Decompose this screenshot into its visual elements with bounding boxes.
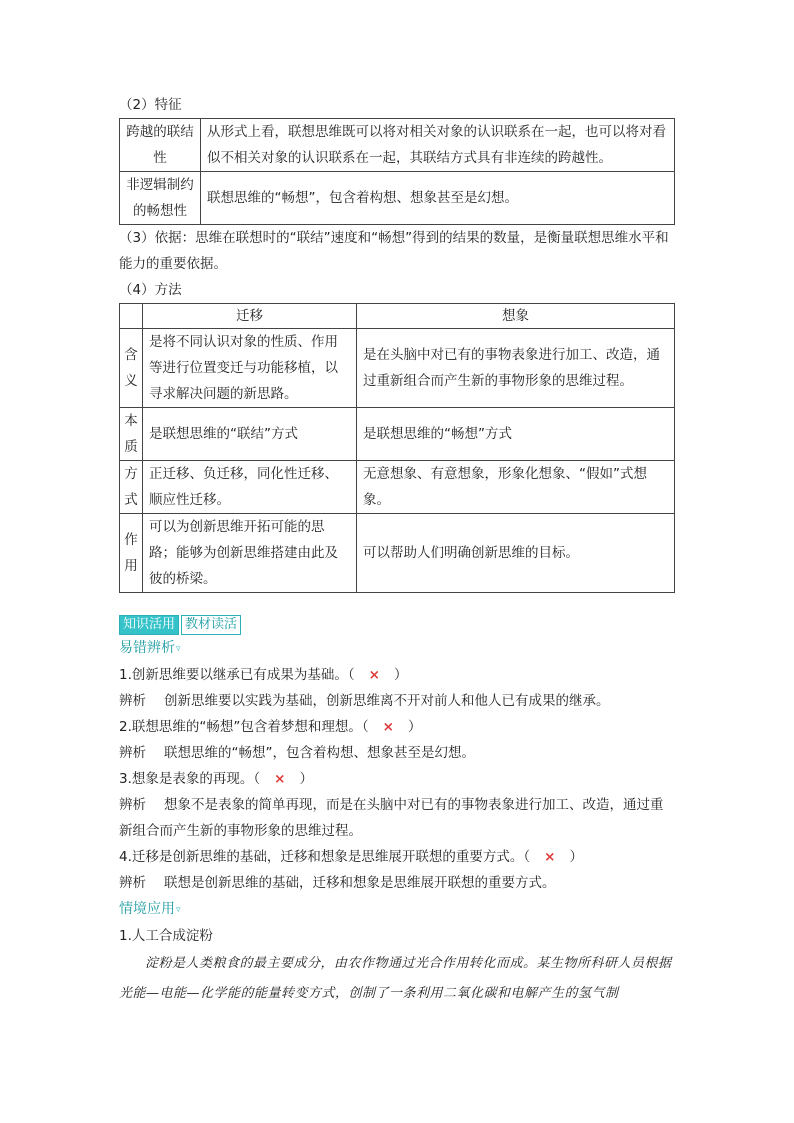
tag-knowledge: 知识活用 xyxy=(119,615,179,635)
question-text: 2.联想思维的“畅想”包含着梦想和理想。（ xyxy=(119,719,369,735)
imagination-cell: 是在头脑中对已有的事物表象进行加工、改造，通过重新组合而产生新的事物形象的思维过程。 xyxy=(357,329,675,408)
feature-key: 跨越的联结性 xyxy=(120,119,201,172)
row-key: 含义 xyxy=(120,329,143,408)
tag-textbook: 教材读活 xyxy=(181,615,241,635)
analysis-line xyxy=(119,792,675,844)
row-key: 作用 xyxy=(120,514,143,593)
imagination-cell: 可以帮助人们明确创新思维的目标。 xyxy=(357,514,675,593)
table-row xyxy=(120,461,675,514)
feature-heading: （2）特征 xyxy=(119,97,182,113)
method-heading: （4）方法 xyxy=(119,282,182,298)
analysis-label: 辨析 xyxy=(119,797,146,813)
header-cell: 迁移 xyxy=(143,304,357,329)
question-line xyxy=(119,766,675,792)
methods-table xyxy=(119,303,675,593)
question-line xyxy=(119,714,675,740)
section-tags xyxy=(119,615,675,635)
analysis-line xyxy=(119,740,675,766)
question-text: 4.迁移是创新思维的基础，迁移和想象是思维展开联想的重要方式。（ xyxy=(119,849,531,865)
transfer-cell: 可以为创新思维开拓可能的思路；能够为创新思维搭建由此及彼的桥梁。 xyxy=(143,514,357,593)
header-cell xyxy=(120,304,143,329)
section-title-application: 情境应用 ▿ xyxy=(119,896,675,923)
cross-icon: × xyxy=(274,771,286,787)
case-title: 1.人工合成淀粉 xyxy=(119,928,213,944)
cross-icon: × xyxy=(544,849,556,865)
analysis-label: 辨析 xyxy=(119,693,146,709)
table-row xyxy=(120,119,675,172)
question-text: 3.想象是表象的再现。（ xyxy=(119,771,261,787)
case-paragraph: 淀粉是人类粮食的最主要成分，由农作物通过光合作用转化而成。某生物所科研人员根据光能—电能—化学能的能量转变方式，创制了一条利用二氧化碳和电解产生的氢气制 xyxy=(119,956,672,1001)
table-row xyxy=(120,172,675,225)
page-content xyxy=(119,92,675,1009)
header-cell: 想象 xyxy=(357,304,675,329)
analysis-text: 联想是创新思维的基础，迁移和想象是思维展开联想的重要方式。 xyxy=(164,875,556,891)
analysis-text: 联想思维的“畅想”，包含着构想、想象甚至是幻想。 xyxy=(164,745,475,761)
analysis-line xyxy=(119,688,675,714)
transfer-cell: 是联想思维的“联结”方式 xyxy=(143,408,357,461)
analysis-line xyxy=(119,870,675,896)
cross-icon: × xyxy=(382,719,394,735)
feature-key: 非逻辑制约的畅想性 xyxy=(120,172,201,225)
section-title-errors: 易错辨析 ▿ xyxy=(119,635,675,662)
question-close: ） xyxy=(393,667,408,683)
row-key: 本质 xyxy=(120,408,143,461)
question-line xyxy=(119,662,675,688)
transfer-cell: 正迁移、负迁移，同化性迁移、顺应性迁移。 xyxy=(143,461,357,514)
table-header-row xyxy=(120,304,675,329)
question-line xyxy=(119,844,675,870)
cross-icon: × xyxy=(368,667,380,683)
imagination-cell: 是联想思维的“畅想”方式 xyxy=(357,408,675,461)
table-row xyxy=(120,329,675,408)
analysis-text: 创新思维要以实践为基础，创新思维离不开对前人和他人已有成果的继承。 xyxy=(164,693,610,709)
analysis-label: 辨析 xyxy=(119,875,146,891)
question-close: ） xyxy=(299,771,313,787)
transfer-cell: 是将不同认识对象的性质、作用等进行位置变迁与功能移植，以寻求解决问题的新思路。 xyxy=(143,329,357,408)
question-close: ） xyxy=(407,719,422,735)
basis-text: （3）依据：思维在联想时的“联结”速度和“畅想”得到的结果的数量，是衡量联想思维水平和能力的重要依据。 xyxy=(119,230,669,272)
table-row xyxy=(120,408,675,461)
row-key: 方式 xyxy=(120,461,143,514)
feature-value: 从形式上看，联想思维既可以将对相关对象的认识联系在一起，也可以将对看似不相关对象的认识联系在一起，其联结方式具有非连续的跨越性。 xyxy=(201,119,675,172)
features-table xyxy=(119,118,675,225)
table-row xyxy=(120,514,675,593)
imagination-cell: 无意想象、有意想象，形象化想象、“假如”式想象。 xyxy=(357,461,675,514)
feature-value: 联想思维的“畅想”，包含着构想、想象甚至是幻想。 xyxy=(201,172,675,225)
analysis-text: 想象不是表象的简单再现，而是在头脑中对已有的事物表象进行加工、改造，通过重新组合而产生新的事物形象的思维过程。 xyxy=(119,797,664,839)
analysis-label: 辨析 xyxy=(119,745,146,761)
question-text: 1.创新思维要以继承已有成果为基础。（ xyxy=(119,667,355,683)
question-close: ） xyxy=(569,849,583,865)
